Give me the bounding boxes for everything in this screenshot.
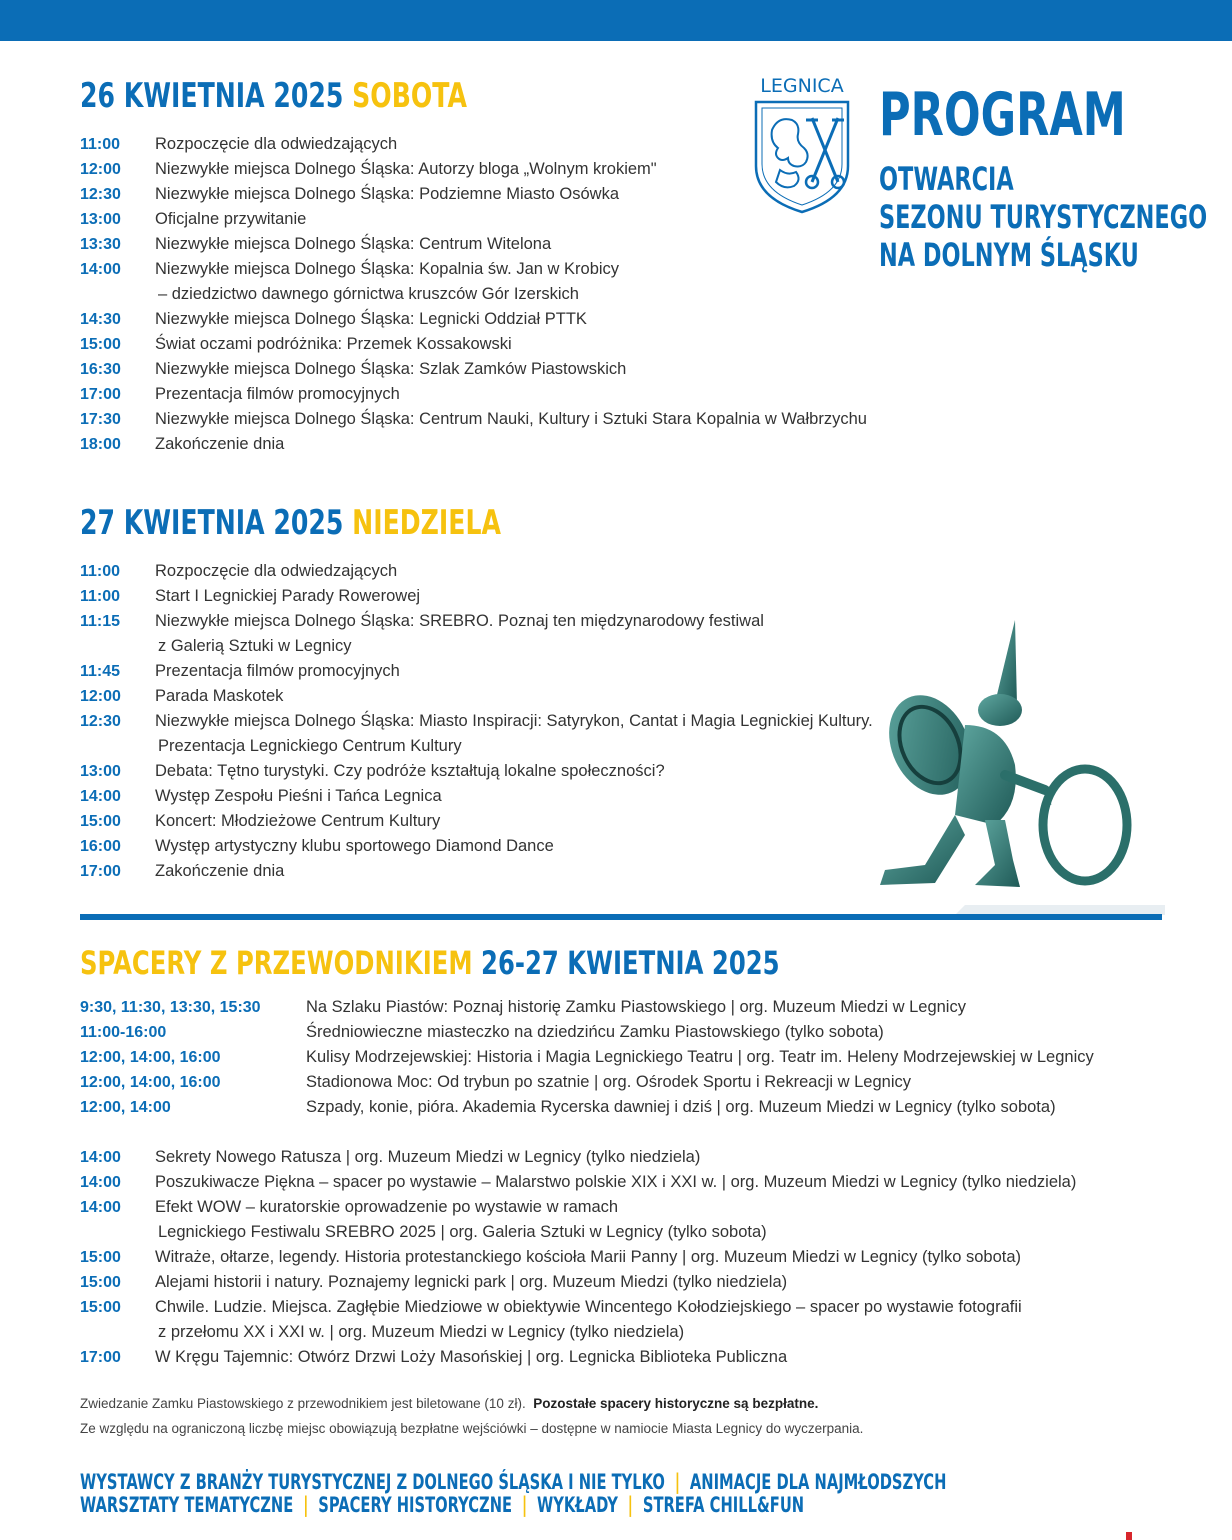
schedule-time: 13:00: [80, 211, 121, 228]
footer-item-lectures: WYKŁADY: [537, 1493, 618, 1517]
schedule-description: Sekrety Nowego Ratusza | org. Muzeum Miedzi w Legnicy (tylko niedziela): [155, 1148, 701, 1166]
footer-item-chill-zone: STREFA CHILL&FUN: [642, 1493, 805, 1517]
legnica-coat-of-arms-logo: [750, 70, 854, 216]
schedule-time: 14:30: [80, 311, 121, 328]
section-divider: [80, 914, 1162, 920]
schedule-time: 12:30: [80, 713, 121, 730]
schedule-description: Zakończenie dnia: [155, 435, 285, 453]
schedule-description: Świat oczami podróżnika: Przemek Kossakowski: [155, 335, 512, 353]
tickets-availability-note: Ze względu na ograniczoną liczbę miejsc obowiązują bezpłatne wejściówki – dostępne w namiocie Miasta Legnicy do wyczerpania.: [80, 1421, 864, 1436]
schedule-description: Parada Maskotek: [155, 687, 284, 705]
footer-item-historical-walks: SPACERY HISTORYCZNE: [318, 1493, 513, 1517]
schedule-description: z przełomu XX i XXI w. | org. Muzeum Miedzi w Legnicy (tylko niedziela): [158, 1323, 685, 1341]
schedule-time: 11:00: [80, 136, 121, 153]
schedule-time: 9:30, 11:30, 13:30, 15:30: [80, 999, 261, 1016]
schedule-time: 11:45: [80, 663, 121, 680]
schedule-description: Poszukiwacze Piękna – spacer po wystawie – Malarstwo polskie XIX i XXI w. | org. Muzeum Miedzi w Legnicy (tylko niedziela): [155, 1173, 1077, 1191]
schedule-description: Start I Legnickiej Parady Rowerowej: [155, 587, 421, 605]
schedule-description: Rozpoczęcie dla odwiedzających: [155, 135, 398, 153]
walks-heading: [80, 944, 780, 982]
schedule-time: 16:00: [80, 838, 121, 855]
schedule-description: Występ Zespołu Pieśni i Tańca Legnica: [155, 787, 442, 805]
schedule-time: 15:00: [80, 1299, 121, 1316]
schedule-time: 17:00: [80, 863, 121, 880]
schedule-time: 13:30: [80, 236, 121, 253]
day1-date: 26 KWIETNIA 2025: [80, 76, 344, 116]
walks-title-a: SPACERY Z PRZEWODNIKIEM: [80, 944, 473, 982]
schedule-description: Na Szlaku Piastów: Poznaj historię Zamku Piastowskiego | org. Muzeum Miedzi w Legnicy: [306, 998, 966, 1016]
walks-title-b: 26-27 KWIETNIA 2025: [481, 944, 780, 982]
schedule-description: Szpady, konie, pióra. Akademia Rycerska dawniej i dziś | org. Muzeum Miedzi w Legnicy (tylko sobota): [306, 1098, 1056, 1116]
schedule-time: 15:00: [80, 336, 121, 353]
logo-text: LEGNICA: [760, 75, 844, 97]
schedule-description: – dziedzictwo dawnego górnictwa kruszców Gór Izerskich: [158, 285, 579, 303]
schedule-time: 14:00: [80, 1149, 121, 1166]
schedule-description: Efekt WOW – kuratorskie oprowadzenie po wystawie w ramach: [155, 1198, 619, 1216]
schedule-description: W Kręgu Tajemnic: Otwórz Drzwi Loży Masońskiej | org. Legnicka Biblioteka Publiczna: [155, 1348, 788, 1366]
day1-dayname: SOBOTA: [352, 76, 467, 116]
schedule-time: 12:00, 14:00, 16:00: [80, 1049, 221, 1066]
program-subtitle-line-1: OTWARCIA: [879, 160, 1014, 198]
schedule-description: Zakończenie dnia: [155, 862, 285, 880]
schedule-time: 17:00: [80, 386, 121, 403]
schedule-time: 12:00, 14:00, 16:00: [80, 1074, 221, 1091]
schedule-description: Stadionowa Moc: Od trybun po szatnie | org. Ośrodek Sportu i Rekreacji w Legnicy: [306, 1073, 911, 1091]
ticket-note: [80, 1396, 818, 1411]
schedule-description: Niezwykłe miejsca Dolnego Śląska: Podziemne Miasto Osówka: [155, 185, 620, 203]
schedule-time: 12:00: [80, 161, 121, 178]
drummer-statue-image: [845, 615, 1165, 915]
schedule-description: Koncert: Młodzieżowe Centrum Kultury: [155, 812, 441, 830]
day1-heading: [80, 76, 467, 116]
footer-row-2: WARSZTATY TEMATYCZNE | SPACERY HISTORYCZNE | WYKŁADY | STREFA CHILL&FUN: [80, 1493, 805, 1517]
day2-dayname: NIEDZIELA: [352, 503, 501, 543]
schedule-time: 14:00: [80, 788, 121, 805]
schedule-description: Niezwykłe miejsca Dolnego Śląska: Miasto Inspiracji: Satyrykon, Cantat i Magia Legnickiej Kultury.: [155, 712, 873, 730]
schedule-time: 15:00: [80, 1249, 121, 1266]
schedule-description: Prezentacja filmów promocyjnych: [155, 385, 400, 403]
footer-item-exhibitors: WYSTAWCY Z BRANŻY TURYSTYCZNEJ Z DOLNEGO ŚLĄSKA I NIE TYLKO: [80, 1470, 665, 1494]
schedule-time: 11:00-16:00: [80, 1024, 167, 1041]
schedule-description: Niezwykłe miejsca Dolnego Śląska: Autorzy bloga „Wolnym krokiem": [155, 160, 657, 178]
schedule-time: 17:30: [80, 411, 121, 428]
schedule-description: Kulisy Modrzejewskiej: Historia i Magia Legnickiego Teatru | org. Teatr im. Heleny Modrzejewskiej w Legnicy: [306, 1048, 1094, 1066]
schedule-description: Legnickiego Festiwalu SREBRO 2025 | org. Galeria Sztuki w Legnicy (tylko sobota): [158, 1223, 767, 1241]
schedule-description: Witraże, ołtarze, legendy. Historia protestanckiego kościoła Marii Panny | org. Muzeum Miedzi w Legnicy (tylko sobota): [155, 1248, 1022, 1266]
program-subtitle-line-2: SEZONU TURYSTYCZNEGO: [879, 198, 1208, 236]
program-title: PROGRAM: [879, 80, 1126, 150]
schedule-time: 11:00: [80, 563, 121, 580]
schedule-time: 14:00: [80, 261, 121, 278]
program-subtitle-line-3: NA DOLNYM ŚLĄSKU: [879, 236, 1139, 274]
schedule-description: Niezwykłe miejsca Dolnego Śląska: Kopalnia św. Jan w Krobicy: [155, 260, 620, 278]
schedule-time: 16:30: [80, 361, 121, 378]
schedule-description: Alejami historii i natury. Poznajemy legnicki park | org. Muzeum Miedzi (tylko niedziela): [155, 1273, 788, 1291]
schedule-description: Występ artystyczny klubu sportowego Diamond Dance: [155, 837, 554, 855]
schedule-description: Debata: Tętno turystyki. Czy podróże kształtują lokalne społeczności?: [155, 762, 665, 780]
day2-date: 27 KWIETNIA 2025: [80, 503, 344, 543]
schedule-time: 17:00: [80, 1349, 121, 1366]
corner-mark: [1126, 1532, 1132, 1540]
schedule-time: 11:15: [80, 613, 121, 630]
footer-item-workshops: WARSZTATY TEMATYCZNE: [80, 1493, 294, 1517]
schedule-description: z Galerią Sztuki w Legnicy: [158, 637, 352, 655]
schedule-description: Niezwykłe miejsca Dolnego Śląska: Legnicki Oddział PTTK: [155, 310, 587, 328]
schedule-description: Oficjalne przywitanie: [155, 210, 307, 228]
schedule-description: Niezwykłe miejsca Dolnego Śląska: SREBRO. Poznaj ten międzynarodowy festiwal: [155, 612, 764, 630]
free-walks-note: Pozostałe spacery historyczne są bezpłatne.: [533, 1396, 819, 1411]
schedule-description: Średniowieczne miasteczko na dziedzińcu Zamku Piastowskiego (tylko sobota): [306, 1023, 884, 1041]
footer-item-animations: ANIMACJE DLA NAJMŁODSZYCH: [689, 1470, 947, 1494]
schedule-time: 12:30: [80, 186, 121, 203]
schedule-time: 14:00: [80, 1199, 121, 1216]
schedule-time: 15:00: [80, 813, 121, 830]
schedule-description: Niezwykłe miejsca Dolnego Śląska: Centrum Witelona: [155, 235, 552, 253]
schedule-description: Rozpoczęcie dla odwiedzających: [155, 562, 398, 580]
top-color-bar: [0, 0, 1232, 41]
schedule-description: Prezentacja filmów promocyjnych: [155, 662, 400, 680]
day2-heading: [80, 503, 501, 543]
ticket-note-text: Zwiedzanie Zamku Piastowskiego z przewodnikiem jest biletowane (10 zł).: [80, 1396, 526, 1411]
footer-row-1: WYSTAWCY Z BRANŻY TURYSTYCZNEJ Z DOLNEGO ŚLĄSKA I NIE TYLKO | ANIMACJE DLA NAJMŁODSZYCH: [80, 1470, 947, 1494]
schedule-time: 11:00: [80, 588, 121, 605]
schedule-description: Niezwykłe miejsca Dolnego Śląska: Szlak Zamków Piastowskich: [155, 360, 627, 378]
schedule-time: 12:00, 14:00: [80, 1099, 171, 1116]
schedule-time: 12:00: [80, 688, 121, 705]
schedule-time: 13:00: [80, 763, 121, 780]
schedule-description: Prezentacja Legnickiego Centrum Kultury: [158, 737, 462, 755]
schedule-time: 15:00: [80, 1274, 121, 1291]
schedule-time: 14:00: [80, 1174, 121, 1191]
schedule-description: Chwile. Ludzie. Miejsca. Zagłębie Miedziowe w obiektywie Wincentego Kołodziejskiego – spacer po wystawie fotografii: [155, 1298, 1022, 1316]
schedule-description: Niezwykłe miejsca Dolnego Śląska: Centrum Nauki, Kultury i Sztuki Stara Kopalnia w Wałbrzychu: [155, 410, 867, 428]
schedule-time: 18:00: [80, 436, 121, 453]
